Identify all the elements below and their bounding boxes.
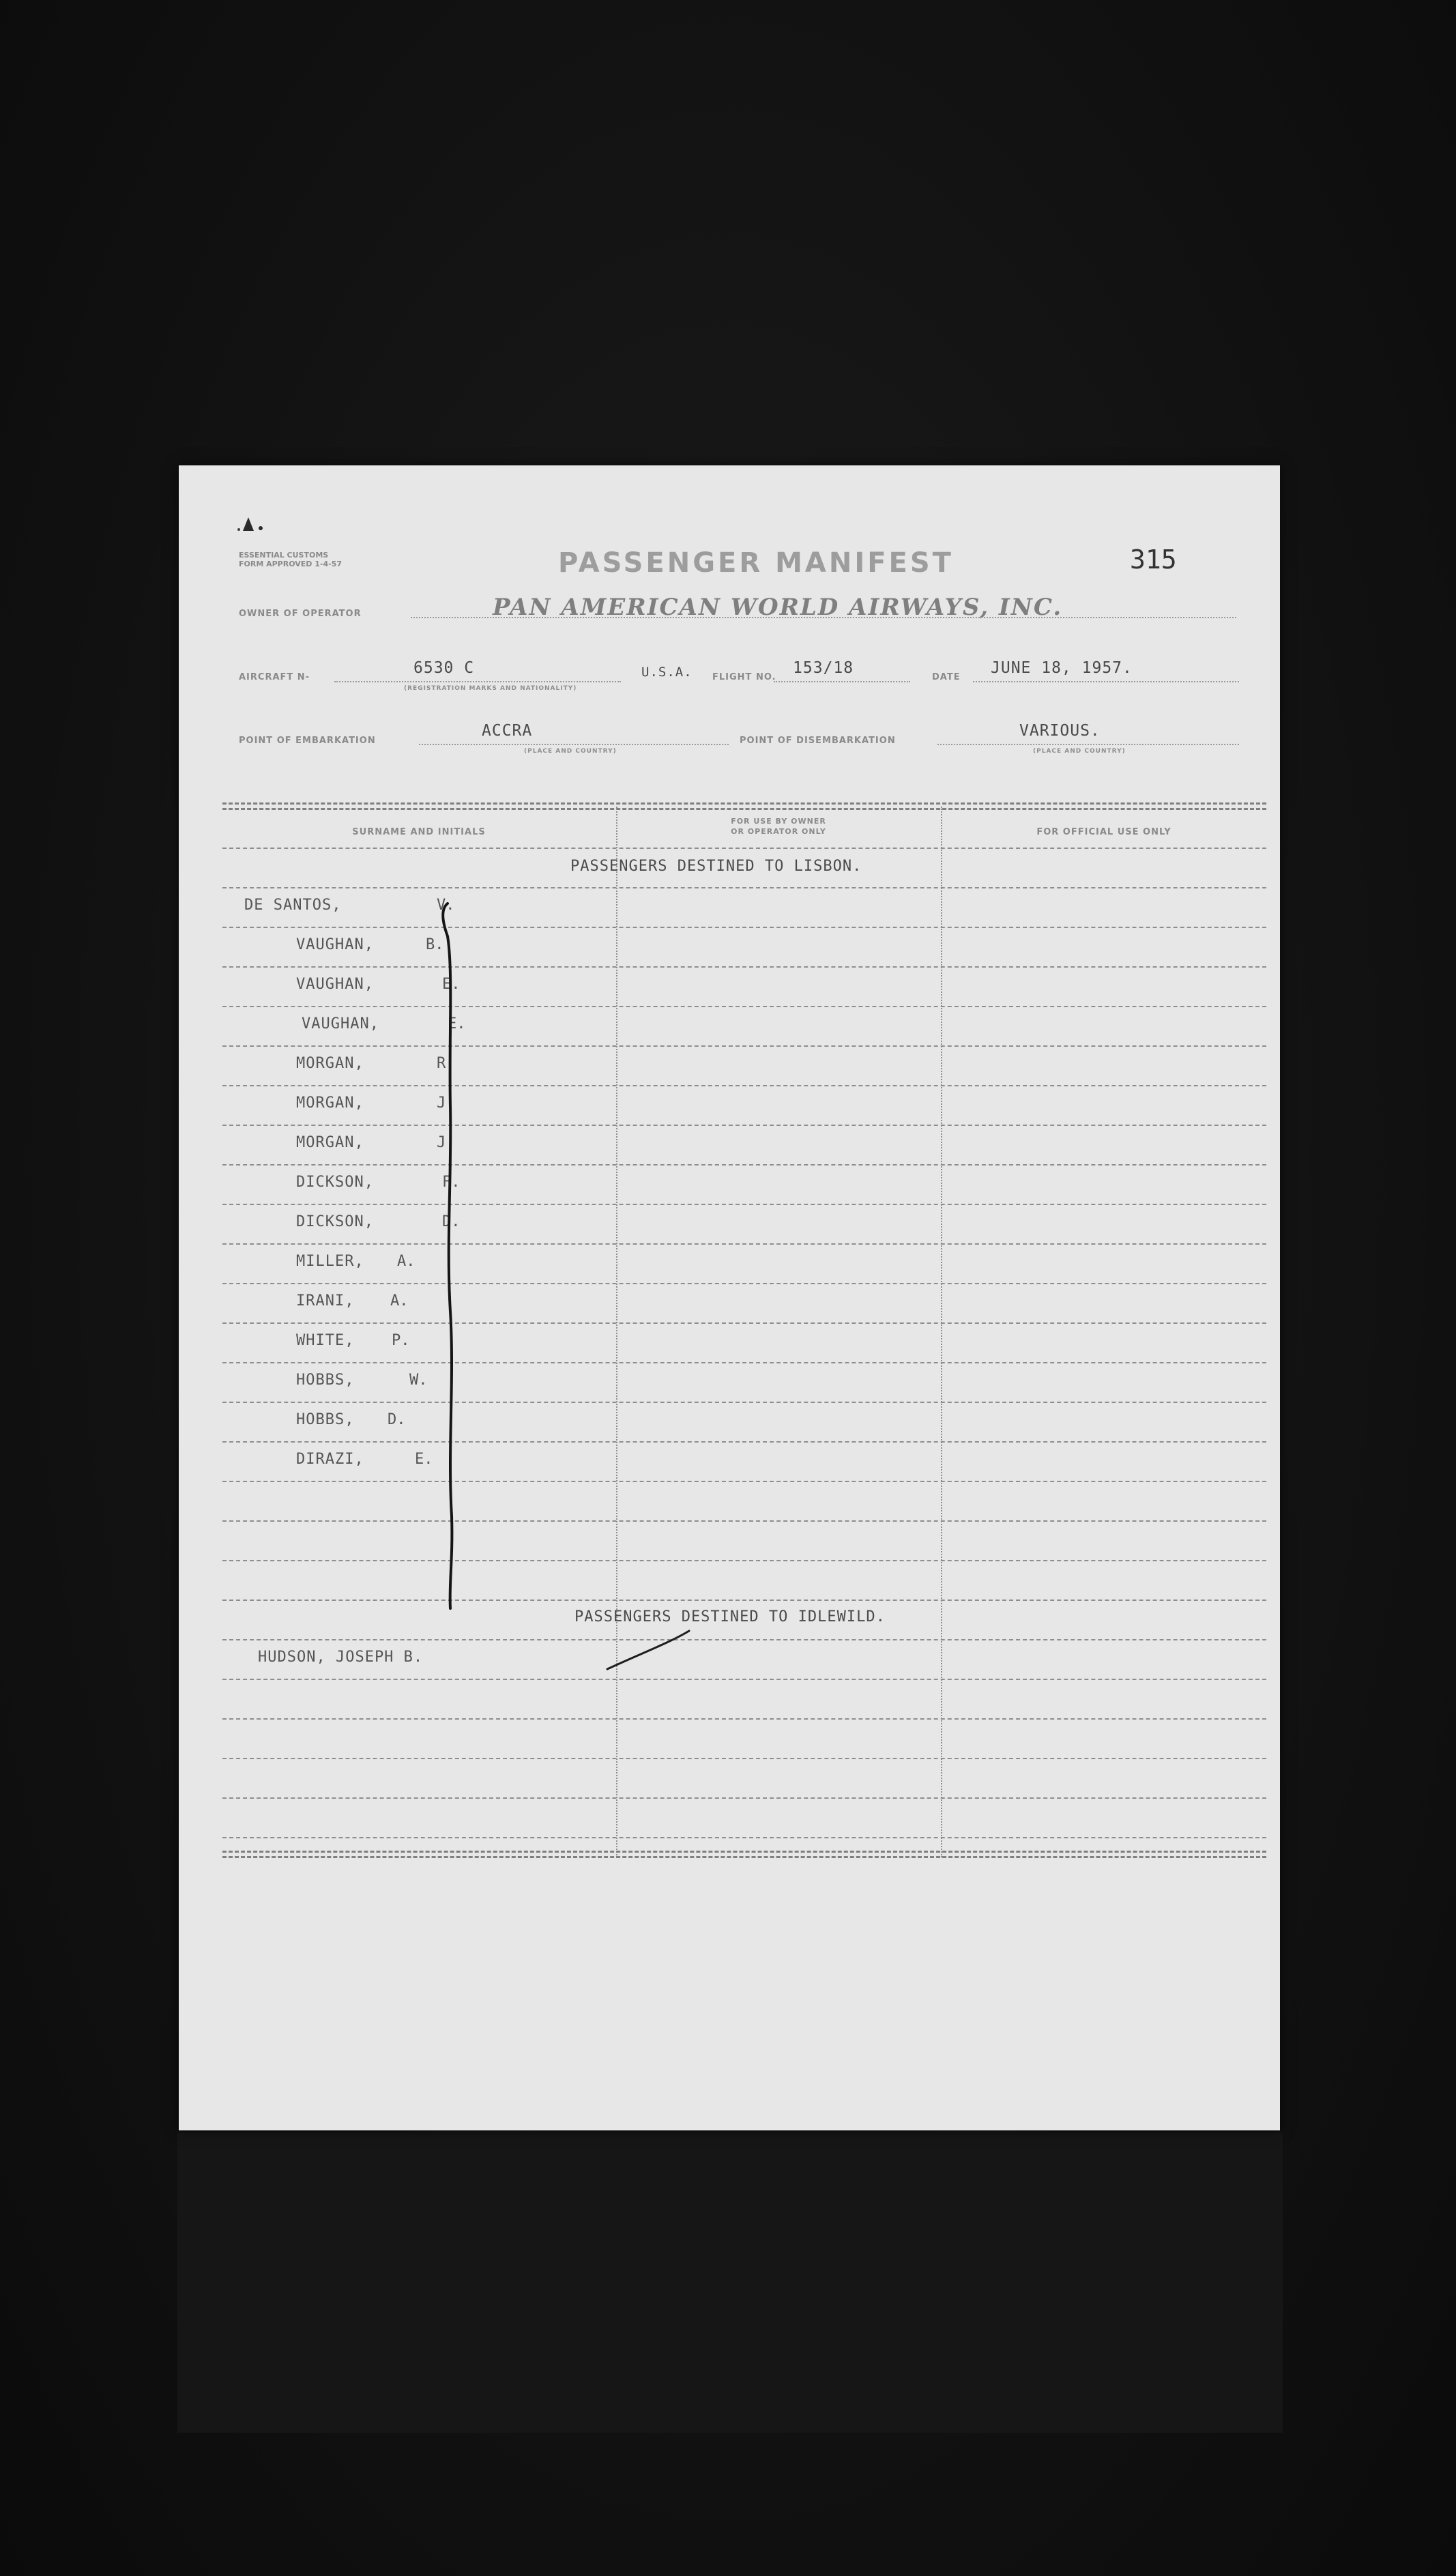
disembarkation-value: VARIOUS. bbox=[1019, 722, 1101, 740]
passenger-initial: W. bbox=[409, 1372, 428, 1389]
flight-value: 153/18 bbox=[793, 659, 854, 677]
manifest-sheet bbox=[179, 465, 1280, 2130]
owner-label: OWNER OF OPERATOR bbox=[239, 609, 362, 619]
page-number: 315 bbox=[1130, 545, 1177, 575]
passenger-initial: B. bbox=[426, 936, 444, 953]
date-value: JUNE 18, 1957. bbox=[991, 659, 1133, 677]
passenger-surname: HOBBS, bbox=[296, 1372, 355, 1389]
passenger-surname: DICKSON, bbox=[296, 1174, 374, 1191]
passenger-initial: F. bbox=[442, 1174, 461, 1191]
official-use-column-header: FOR OFFICIAL USE ONLY bbox=[1036, 827, 1171, 837]
passenger-full-name: HUDSON, JOSEPH B. bbox=[258, 1649, 424, 1666]
passenger-surname: DIRAZI, bbox=[296, 1451, 364, 1468]
passenger-initial: R. bbox=[437, 1055, 455, 1072]
passenger-initial: E. bbox=[448, 1015, 466, 1032]
page-title: PASSENGER MANIFEST bbox=[558, 547, 954, 579]
passenger-surname: MORGAN, bbox=[296, 1134, 364, 1151]
section-heading-idlewild: PASSENGERS DESTINED TO IDLEWILD. bbox=[574, 1608, 886, 1625]
aircraft-label: AIRCRAFT N- bbox=[239, 672, 310, 682]
pen-bracket-mark bbox=[179, 465, 1280, 2130]
passenger-initial: A. bbox=[397, 1253, 416, 1270]
passenger-surname: VAUGHAN, bbox=[296, 976, 374, 993]
owner-use-header-line-2: OR OPERATOR ONLY bbox=[731, 827, 826, 836]
passenger-surname: VAUGHAN, bbox=[296, 936, 374, 953]
passenger-surname: MILLER, bbox=[296, 1253, 364, 1270]
passenger-surname: DICKSON, bbox=[296, 1213, 374, 1230]
form-ref-line-2: FORM APPROVED 1-4-57 bbox=[239, 560, 343, 568]
passenger-surname: IRANI, bbox=[296, 1292, 355, 1309]
section-heading-lisbon: PASSENGERS DESTINED TO LISBON. bbox=[570, 858, 862, 875]
disembarkation-place-note: (PLACE AND COUNTRY) bbox=[1033, 748, 1126, 755]
passenger-surname: WHITE, bbox=[296, 1332, 355, 1349]
passenger-initial: J. bbox=[437, 1134, 455, 1151]
passenger-surname: MORGAN, bbox=[296, 1055, 364, 1072]
passenger-surname: MORGAN, bbox=[296, 1095, 364, 1112]
microfilm-margin bbox=[177, 2132, 1283, 2433]
form-ref-line-1: ESSENTIAL CUSTOMS bbox=[239, 551, 329, 560]
passenger-surname: HOBBS, bbox=[296, 1411, 355, 1428]
passenger-initial: V. bbox=[437, 897, 455, 914]
passenger-initial: P. bbox=[392, 1332, 410, 1349]
passenger-initial: E. bbox=[442, 976, 461, 993]
surname-column-header: SURNAME AND INITIALS bbox=[352, 827, 486, 837]
aircraft-value: 6530 C bbox=[413, 659, 475, 677]
passenger-surname: VAUGHAN, bbox=[302, 1015, 379, 1032]
operator-name: PAN AMERICAN WORLD AIRWAYS, INC. bbox=[493, 594, 1063, 621]
passenger-initial: A. bbox=[390, 1292, 409, 1309]
nationality-value: U.S.A. bbox=[641, 665, 693, 680]
passenger-initial: D. bbox=[388, 1411, 406, 1428]
passenger-initial: J. bbox=[437, 1095, 455, 1112]
passenger-initial: E. bbox=[415, 1451, 433, 1468]
embarkation-place-note: (PLACE AND COUNTRY) bbox=[524, 748, 617, 755]
embarkation-value: ACCRA bbox=[482, 722, 533, 740]
passenger-initial: D. bbox=[442, 1213, 461, 1230]
embarkation-label: POINT OF EMBARKATION bbox=[239, 736, 376, 746]
passenger-surname: DE SANTOS, bbox=[244, 897, 342, 914]
date-label: DATE bbox=[932, 672, 961, 682]
flight-label: FLIGHT NO. bbox=[712, 672, 776, 682]
owner-use-header-line-1: FOR USE BY OWNER bbox=[731, 817, 826, 826]
disembarkation-label: POINT OF DISEMBARKATION bbox=[740, 736, 896, 746]
registration-note: (REGISTRATION MARKS AND NATIONALITY) bbox=[404, 685, 577, 692]
